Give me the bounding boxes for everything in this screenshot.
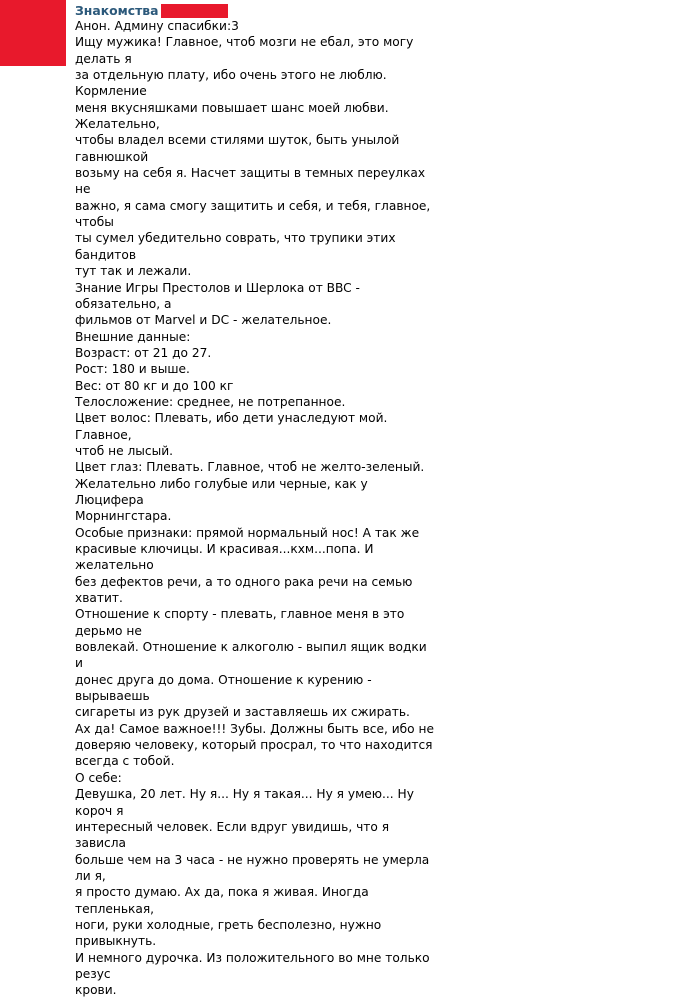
post-text: Анон. Админу спасибки:3 Ищу мужика! Главное, чтоб мозги не ебал, это могу делать я за отдельную плату, ибо очень этого не люблю. Кормление меня вкусняшками повышает шанс моей любви. Желательно, чтобы владел всеми стилями шуток, быть унылой гавнюшкой возьму на себя я. Насчет защиты в темных переулках не важно, я сама смогу защитить и себя, и тебя, главное, чтобы ты сумел убедительно соврать, что трупики этих бандитов тут так и лежали. Знание Игры Престолов и Шерлока от BBC - обязательно, а фильмов от Marvel и DC - желательное. Внешние данные: Возраст: от 21 до 27. Рост: 180 и выше. Вес: от 80 кг и до 100 кг Телосложение: среднее, не потрепанное. Цвет волос: Плевать, ибо дети унаследуют мой. Главное, чтоб не лысый. Цвет глаз: Плевать. Главное, чтоб не желто-зеленый. Желательно либо голубые или черные, как у Люцифера Морнингстара. Особые признаки: прямой нормальный нос! А так же красивые ключицы. И красивая...кхм...попа. И желательно без дефектов речи, а то одного рака речи на семью хватит. Отношение к спорту - плевать, главное меня в это дерьмо не вовлекай. Отношение к алкоголю - выпил ящик водки и донес друга до дома. Отношение к курению - вырываешь сигареты из рук друзей и заставляешь их сжирать. Ах да! Самое важное!!! Зубы. Должны быть все, ибо не доверяю человеку, который просрал, то что находится всегда с тобой. О себе: Девушка, 20 лет. Ну я... Ну я такая... Ну я умею... Ну короч я интересный человек. Если вдруг увидишь, что я зависла больше чем на 3 часа - не нужно проверять не умерла ли я, я просто думаю. Ах да, пока я живая. Иногда тепленькая, ноги, руки холодные, греть бесполезно, нужно привыкнуть. И немного дурочка. Из положительного во мне только резус крови. <box>75 19 434 998</box>
group-name-redaction <box>161 4 228 18</box>
group-name-link[interactable]: Знакомства <box>75 3 159 18</box>
group-avatar-redacted[interactable] <box>0 0 66 66</box>
post-header <box>75 3 228 19</box>
